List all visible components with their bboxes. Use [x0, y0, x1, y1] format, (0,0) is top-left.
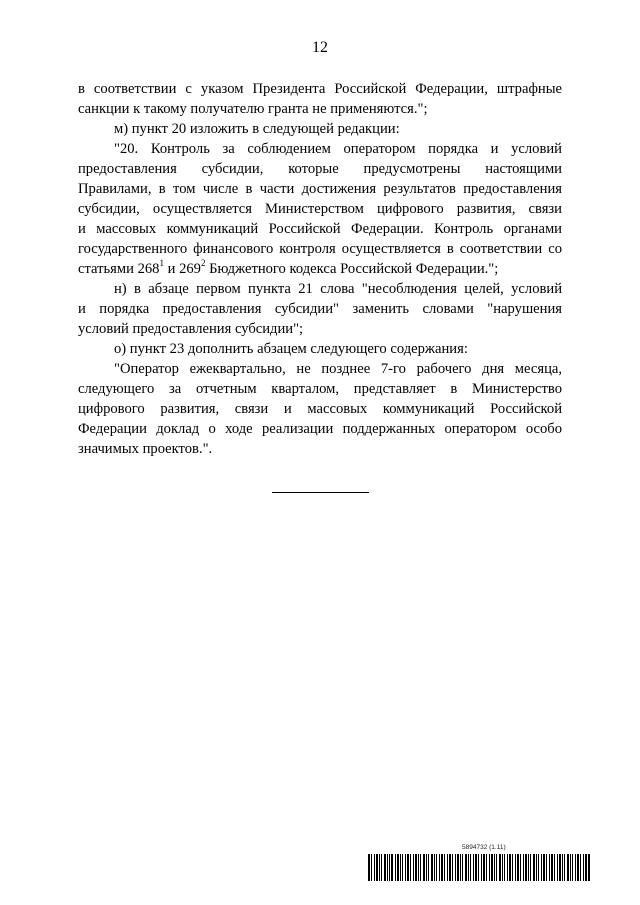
- text-line: следующего за отчетным кварталом, представляет в Министерство: [78, 381, 562, 397]
- text-line: в соответствии с указом Президента Российской Федерации, штрафные: [78, 81, 562, 97]
- barcode-caption: 5894732 (1.11): [462, 844, 506, 851]
- text-line: и порядка предоставления субсидии" заменить словами "нарушения: [78, 301, 562, 317]
- text-line: "20. Контроль за соблюдением оператором порядка и условий: [114, 141, 562, 157]
- text-line: о) пункт 23 дополнить абзацем следующего содержания:: [114, 341, 468, 357]
- text-line: цифрового развития, связи и массовых коммуникаций Российской: [78, 401, 562, 417]
- superscript: 2: [200, 258, 206, 269]
- text-run: и 269: [163, 261, 201, 277]
- text-line: Федерации доклад о ходе реализации поддержанных оператором особо: [78, 421, 562, 437]
- text-line: н) в абзаце первом пункта 21 слова "несоблюдения целей, условий: [114, 281, 562, 297]
- divider-rule: [272, 492, 369, 493]
- text-line: санкции к такому получателю гранта не применяются.";: [78, 101, 428, 117]
- text-line: субсидии, осуществляется Министерством цифрового развития, связи: [78, 201, 562, 217]
- text-line: "Оператор ежеквартально, не позднее 7-го рабочего дня месяца,: [114, 361, 562, 377]
- text-line: значимых проектов.".: [78, 441, 213, 457]
- text-line: государственного финансового контроля осуществляется в соответствии со: [78, 241, 562, 257]
- text-line-with-superscripts: [78, 259, 562, 279]
- text-run: статьями 268: [78, 261, 160, 277]
- text-line: и массовых коммуникаций Российской Федерации. Контроль органами: [78, 221, 562, 237]
- text-line: Правилами, в том числе в части достижения результатов предоставления: [78, 181, 562, 197]
- text-line: условий предоставления субсидии";: [78, 321, 304, 337]
- text-line: м) пункт 20 изложить в следующей редакции:: [114, 121, 400, 137]
- barcode-image: [368, 854, 590, 881]
- superscript: 1: [159, 258, 164, 269]
- page-number: 12: [312, 39, 328, 56]
- text-run: Бюджетного кодекса Российской Федерации.";: [205, 261, 499, 277]
- text-line: предоставления субсидии, которые предусмотрены настоящими: [78, 161, 562, 177]
